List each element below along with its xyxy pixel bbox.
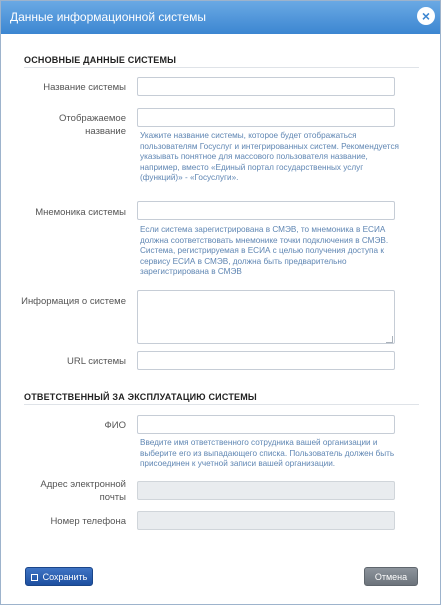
section-divider-responsible	[24, 404, 419, 405]
mnemonic-input[interactable]	[137, 201, 395, 220]
system-name-label: Название системы	[43, 82, 126, 93]
resize-handle-icon[interactable]	[386, 336, 393, 343]
section-title-main: ОСНОВНЫЕ ДАННЫЕ СИСТЕМЫ	[24, 55, 177, 65]
display-name-hint: Укажите название системы, которое будет отображаться пользователям Госуслуг и интегрированных систем. Рекомендуется указывать понятное для массового пользователя название, например, вместо «Единый портал государственных услуг (функций)» - «Госуслуги».	[140, 131, 399, 183]
save-button[interactable]	[25, 567, 93, 586]
dialog-title: Данные информационной системы	[10, 10, 206, 24]
save-button-label: Сохранить	[42, 572, 88, 582]
fio-hint: Введите имя ответственного сотрудника вашей организации и выберите его из выпадающего списка. Пользователь должен быть присоединен к учетной записи вашей организации.	[140, 438, 395, 469]
fio-label: ФИО	[104, 420, 126, 431]
cancel-button[interactable]: Отмена	[364, 567, 418, 586]
email-label: Адрес электронной почты	[40, 479, 126, 503]
system-info-textarea[interactable]	[137, 290, 395, 344]
close-icon[interactable]: ×	[417, 7, 435, 25]
mnemonic-label: Мнемоника системы	[35, 207, 126, 218]
dialog-titlebar	[1, 1, 440, 34]
mnemonic-hint: Если система зарегистрирована в СМЭВ, то мнемоника в ЕСИА должна соответствовать мнемонике точки подключения в СМЭВ. Система, регистрируемая в ЕСИА с целью получения доступа к сервису ЕСИА в СМЭВ, должна быть предварительно зарегистрирована в СМЭВ	[140, 225, 389, 277]
url-label: URL системы	[67, 356, 126, 367]
email-input	[137, 481, 395, 500]
phone-input	[137, 511, 395, 530]
save-icon	[31, 574, 38, 581]
system-name-input[interactable]	[137, 77, 395, 96]
system-info-label: Информация о системе	[21, 296, 126, 307]
phone-label: Номер телефона	[50, 516, 126, 527]
section-title-responsible: ОТВЕТСТВЕННЫЙ ЗА ЭКСПЛУАТАЦИЮ СИСТЕМЫ	[24, 392, 257, 402]
section-divider-main	[24, 67, 419, 68]
fio-input[interactable]	[137, 415, 395, 434]
url-input[interactable]	[137, 351, 395, 370]
display-name-input[interactable]	[137, 108, 395, 127]
display-name-label: Отображаемое название	[59, 113, 126, 137]
